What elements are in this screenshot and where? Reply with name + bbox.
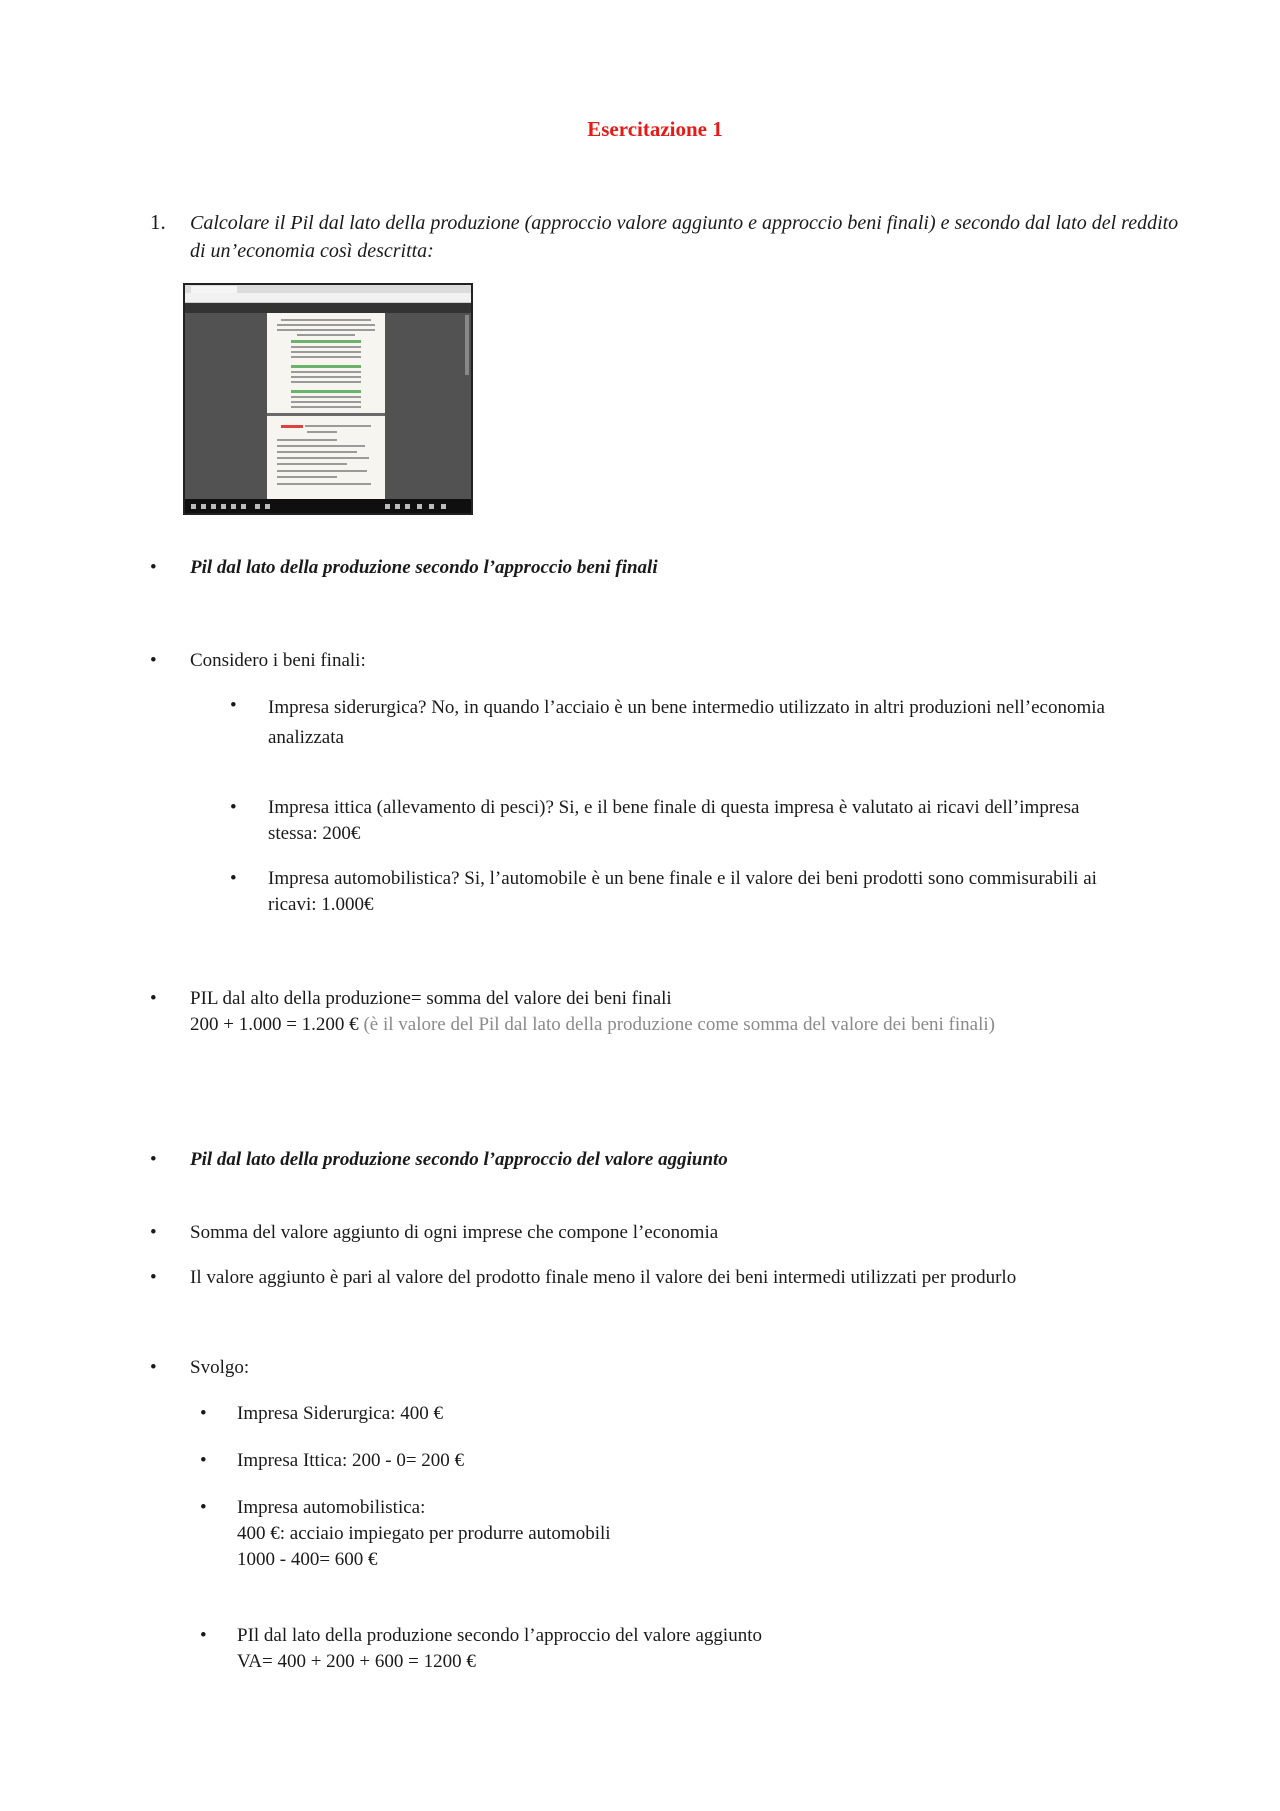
section1-result (190, 1012, 1190, 1038)
bullet-icon: • (200, 1450, 207, 1471)
section1-heading: Pil dal lato della produzione secondo l’approccio beni finali (190, 557, 658, 578)
section2-final-line2: VA= 400 + 200 + 600 = 1200 € (237, 1651, 476, 1672)
section2-item-siderurgica: Impresa Siderurgica: 400 € (237, 1403, 443, 1424)
section1-intro: Considero i beni finali: (190, 650, 366, 671)
bullet-icon: • (230, 695, 237, 716)
section2-point-sum: Somma del valore aggiunto di ogni imprese che compone l’economia (190, 1222, 719, 1243)
section1-item-ittica: Impresa ittica (allevamento di pesci)? Si, e il bene finale di questa impresa è valutato ai ricavi dell’impresa stessa: 200€ (268, 797, 1080, 844)
bullet-icon: • (150, 1222, 157, 1243)
section1-item-siderurgica: Impresa siderurgica? No, in quando l’acciaio è un bene intermedio utilizzato in altri produzioni nell’economia analizzata (268, 697, 1105, 748)
section2-item-ittica: Impresa Ittica: 200 - 0= 200 € (237, 1450, 465, 1471)
section2-item-auto-title: Impresa automobilistica: (237, 1497, 426, 1518)
pdf-page (267, 313, 385, 499)
question-text: Calcolare il Pil dal lato della produzione (approccio valore aggiunto e approccio beni finali) e secondo dal lato del reddito di un’economia così descritta: (190, 212, 1179, 262)
section2-final-line1: PIl dal lato della produzione secondo l’approccio del valore aggiunto (237, 1625, 762, 1646)
bullet-icon: • (150, 1357, 157, 1378)
bullet-icon: • (150, 988, 157, 1009)
section2-item-auto-line1: 400 €: acciaio impiegato per produrre automobili (237, 1523, 611, 1544)
bullet-icon: • (200, 1625, 207, 1646)
pdf-viewer (185, 303, 471, 499)
bullet-icon: • (150, 1149, 157, 1170)
browser-tabbar (185, 285, 471, 293)
section1-item-automobilistica: Impresa automobilistica? Si, l’automobile è un bene finale e il valore dei beni prodotti sono commisurabili ai ricavi: 1.000€ (268, 868, 1097, 915)
section1-result-line: PIL dal alto della produzione= somma del valore dei beni finali (190, 988, 672, 1009)
bullet-icon: • (230, 868, 237, 889)
bullet-icon: • (150, 650, 157, 671)
os-taskbar (185, 499, 471, 513)
section2-item-auto-line2: 1000 - 400= 600 € (237, 1549, 378, 1570)
section2-svolgo: Svolgo: (190, 1357, 250, 1378)
embedded-screenshot (183, 283, 473, 515)
page-title: Esercitazione 1 (587, 117, 723, 141)
section2-heading: Pil dal lato della produzione secondo l’approccio del valore aggiunto (190, 1149, 728, 1170)
section2-point-definition: Il valore aggiunto è pari al valore del prodotto finale meno il valore dei beni intermedi utilizzati per produrlo (190, 1267, 1017, 1288)
bullet-icon: • (200, 1403, 207, 1424)
section1-result-calc: 200 + 1.000 = 1.200 € (190, 1014, 359, 1035)
bullet-icon: • (230, 797, 237, 818)
bullet-icon: • (200, 1497, 207, 1518)
question-number: 1. (150, 210, 166, 234)
bullet-icon: • (150, 557, 157, 578)
browser-addressbar (185, 293, 471, 303)
bullet-icon: • (150, 1267, 157, 1288)
section1-result-note: (è il valore del Pil dal lato della produzione come somma del valore dei beni finali) (363, 1014, 995, 1035)
